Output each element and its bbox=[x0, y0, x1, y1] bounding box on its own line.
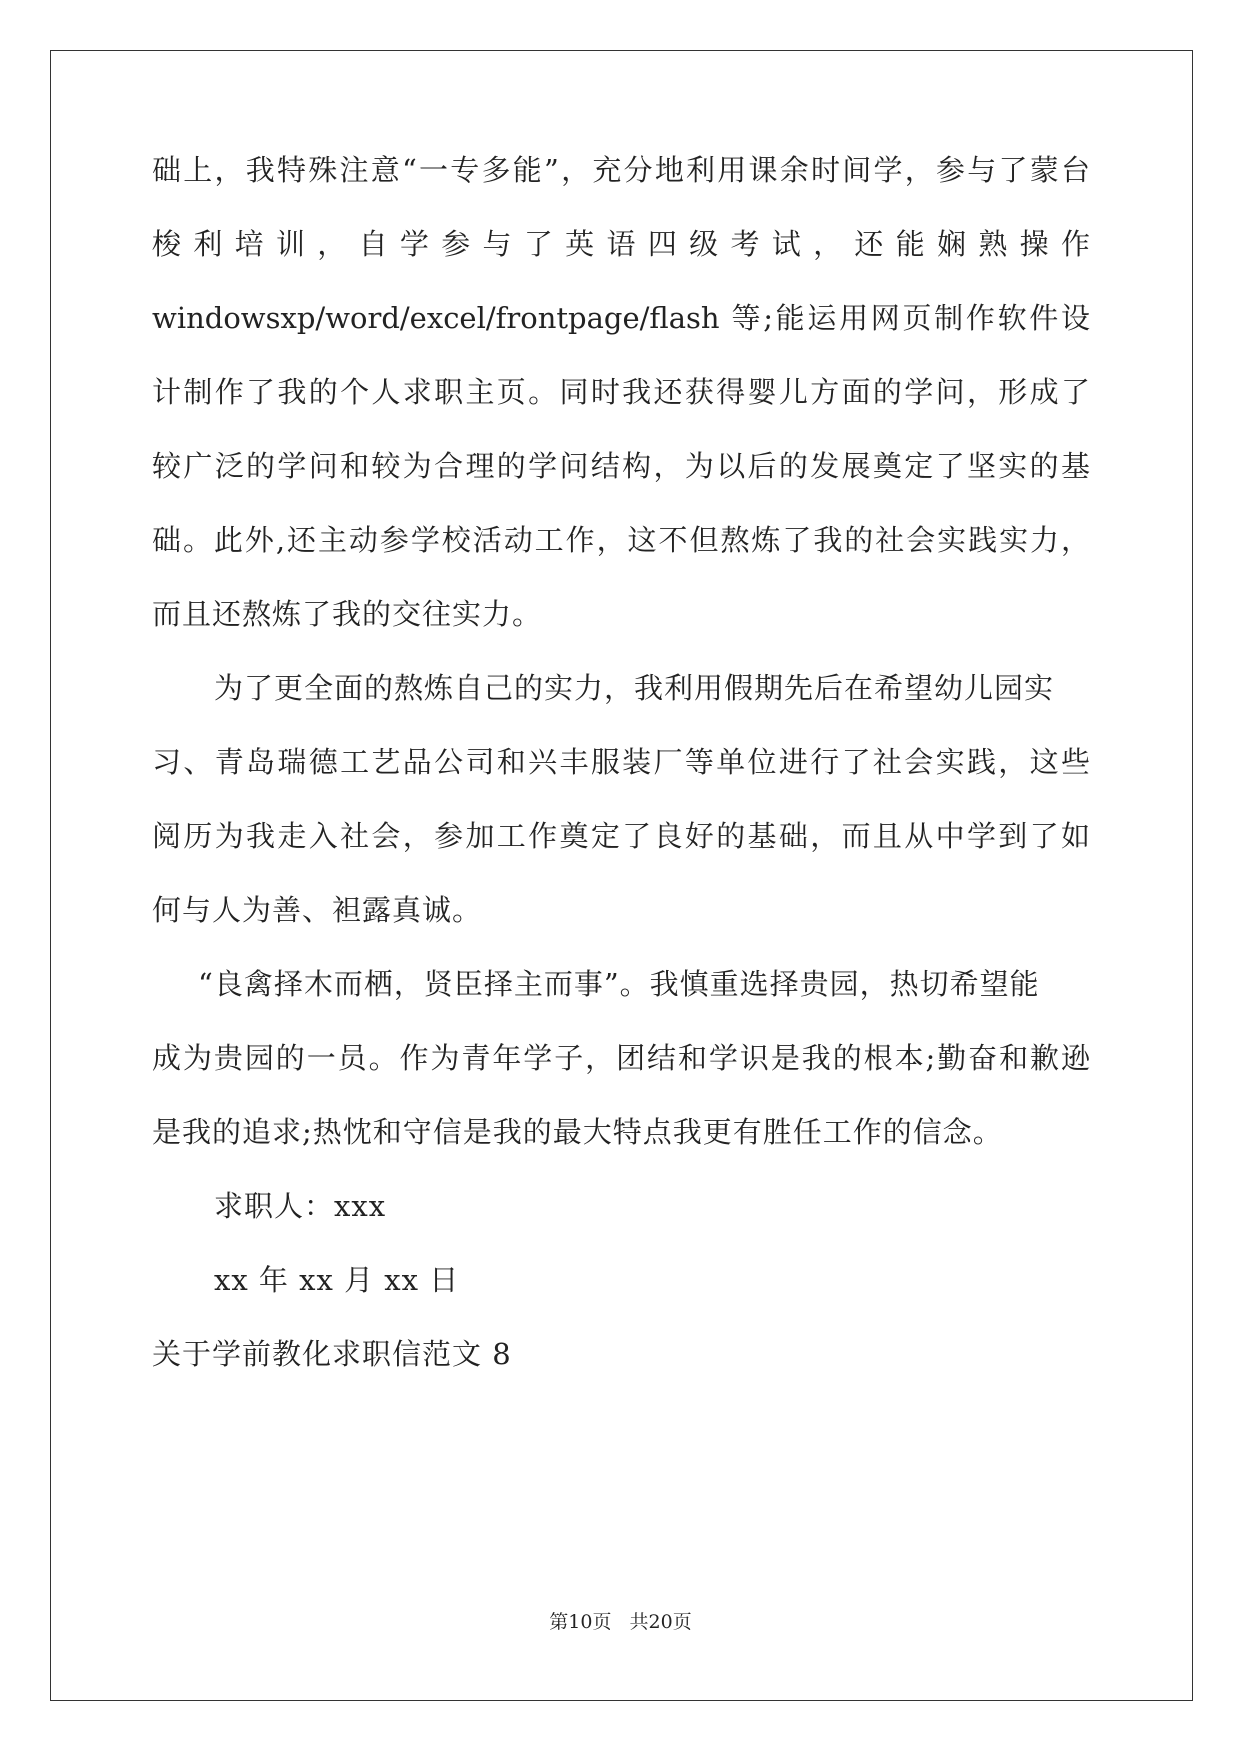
text-line-1: 础上，我特殊注意“一专多能”，充分地利用课余时间学，参与了蒙台 bbox=[152, 153, 1090, 187]
text-line-3: windowsxp/word/excel/frontpage/flash 等;能运用网页制作软件设 bbox=[152, 301, 1090, 335]
quote-paragraph-start-line: “良禽择木而栖，贤臣择主而事”。我慎重选择贵园，热切希望能 bbox=[198, 967, 1040, 1001]
text-line-9: 习、青岛瑞德工艺品公司和兴丰服装厂等单位进行了社会实践，这些 bbox=[152, 745, 1090, 779]
text-line-10: 阅历为我走入社会，参加工作奠定了良好的基础，而且从中学到了如 bbox=[152, 819, 1090, 853]
page-current-number: 第10页 bbox=[549, 1611, 612, 1633]
page-total-count: 共20页 bbox=[629, 1611, 692, 1633]
text-line-2: 梭 利 培 训 ， 自 学 参 与 了 英 语 四 级 考 试 ， 还 能 娴 熟 操 作 bbox=[152, 227, 1090, 261]
section-heading: 关于学前教化求职信范文 8 bbox=[152, 1337, 512, 1371]
text-line-5: 较广泛的学问和较为合理的学问结构，为以后的发展奠定了坚实的基 bbox=[152, 449, 1090, 483]
text-line-7: 而且还熬炼了我的交往实力。 bbox=[152, 597, 543, 631]
signature-date: xx 年 xx 月 xx 日 bbox=[214, 1263, 460, 1297]
text-line-13: 成为贵园的一员。作为青年学子，团结和学识是我的根本;勤奋和歉逊 bbox=[152, 1041, 1090, 1075]
text-line-14: 是我的追求;热忱和守信是我的最大特点我更有胜任工作的信念。 bbox=[152, 1115, 1003, 1149]
applicant-signature: 求职人：xxx bbox=[214, 1189, 387, 1223]
paragraph-start-line: 为了更全面的熬炼自己的实力，我利用假期先后在希望幼儿园实 bbox=[214, 671, 1055, 705]
text-line-11: 何与人为善、袒露真诚。 bbox=[152, 893, 483, 927]
text-line-4: 计制作了我的个人求职主页。同时我还获得婴儿方面的学问，形成了 bbox=[152, 375, 1090, 409]
page-footer bbox=[0, 1610, 1241, 1634]
text-line-6: 础。此外,还主动参学校活动工作，这不但熬炼了我的社会实践实力， bbox=[152, 523, 1090, 557]
